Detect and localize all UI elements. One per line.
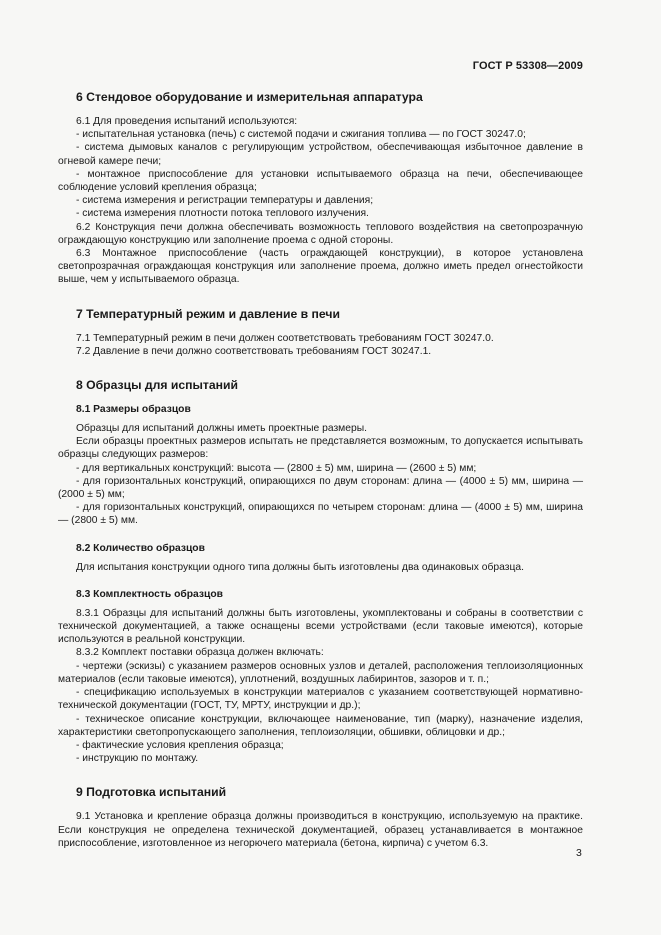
paragraph-6-2: 6.2 Конструкция печи должна обеспечивать возможность теплового воздействия на светопрозрачную ограждающую конструкцию или заполнение проема с одной стороны. (58, 221, 583, 246)
list-item: - для горизонтальных конструкций, опирающихся по двум сторонам: длина — (4000 ± 5) мм, ширина — (2000 ± 5) мм; (58, 475, 583, 501)
list-item: - фактические условия крепления образца; (76, 739, 284, 751)
list-item: - система измерения и регистрации температуры и давления; (76, 195, 374, 207)
paragraph: Для испытания конструкции одного типа должны быть изготовлены два одинаковых образца. (76, 561, 524, 573)
list-item: - чертежи (эскизы) с указанием размеров основных узлов и деталей, расположения теплоизоляционных материалов (если таковые имеются), уплотнений, воздушных лабиринтов, зазоров и т. п.; (58, 660, 583, 685)
list-item: - для горизонтальных конструкций, опирающихся по четырем сторонам: длина — (4000 ± 5) мм, ширина — (2800 ± 5) мм. (58, 502, 583, 527)
paragraph-8-3-2: 8.3.2 Комплект поставки образца должен включать: (76, 647, 324, 659)
paragraph-6-1: 6.1 Для проведения испытаний используются: (76, 116, 298, 127)
paragraph-9-1: 9.1 Установка и крепление образца должны производиться в конструкцию, используемую на практике. Если конструкция не определена технической документацией, образец устанавливается в монтажное приспособление, изготовленное из негорючего материала (бетона, кирпича) с учетом 6.3. (58, 811, 583, 849)
page-number: 3 (576, 847, 582, 859)
list-item: - система дымовых каналов с регулирующим устройством, обеспечивающая избыточное давление в огневой камере печи; (58, 142, 583, 167)
list-item: - техническое описание конструкции, включающее наименование, тип (марку), назначение изделия, характеристики светопропускающего заполнения, теплоизоляции, обшивки, облицовки и др.; (58, 713, 583, 738)
list-item: - монтажное приспособление для установки испытываемого образца на печи, обеспечивающее соблюдение условий крепления образца; (58, 168, 583, 194)
paragraph-7-1: 7.1 Температурный режим в печи должен соответствовать требованиям ГОСТ 30247.0. (76, 332, 494, 344)
paragraph-7-2: 7.2 Давление в печи должно соответствовать требованиям ГОСТ 30247.1. (76, 345, 432, 357)
list-item: - испытательная установка (печь) с системой подачи и сжигания топлива — по ГОСТ 30247.0; (76, 129, 526, 141)
section-6-title: 6 Стендовое оборудование и измерительная аппаратура (76, 90, 423, 104)
subsection-8-3-title: 8.3 Комплектность образцов (76, 588, 223, 600)
document-header: ГОСТ Р 53308—2009 (472, 60, 583, 72)
section-8-title: 8 Образцы для испытаний (76, 378, 238, 393)
subsection-8-1-title: 8.1 Размеры образцов (76, 404, 191, 416)
list-item: - система измерения плотности потока теплового излучения. (76, 208, 369, 220)
subsection-8-2-title: 8.2 Количество образцов (76, 542, 205, 554)
section-9-title: 9 Подготовка испытаний (76, 785, 227, 800)
list-item: - для вертикальных конструкций: высота — (2800 ± 5) мм, ширина — (2600 ± 5) мм; (76, 462, 477, 474)
paragraph-8-3-1: 8.3.1 Образцы для испытаний должны быть изготовлены, укомплектованы и собраны в соответствии с технической документацией, а также оснащены всеми устройствами (если таковые имеются), которые используются в реальной конструкции. (58, 607, 583, 646)
paragraph: Образцы для испытаний должны иметь проектные размеры. (76, 423, 367, 435)
paragraph: Если образцы проектных размеров испытать не представляется возможным, то допускается испытывать образцы следующих размеров: (58, 436, 583, 461)
list-item: - спецификацию используемых в конструкции материалов с указанием соответствующей нормативно-технической документации (ГОСТ, ТУ, МРТУ, инструкции и др.); (58, 687, 583, 712)
paragraph-6-3: 6.3 Монтажное приспособление (часть ограждающей конструкции), в которое установлена светопрозрачная ограждающая конструкция или заполнение проема, должно иметь предел огнестойкости выше, чем у испытываемого образца. (58, 248, 583, 286)
list-item: - инструкцию по монтажу. (76, 753, 199, 765)
document-body (58, 90, 583, 850)
section-7-title: 7 Температурный режим и давление в печи (76, 306, 340, 321)
